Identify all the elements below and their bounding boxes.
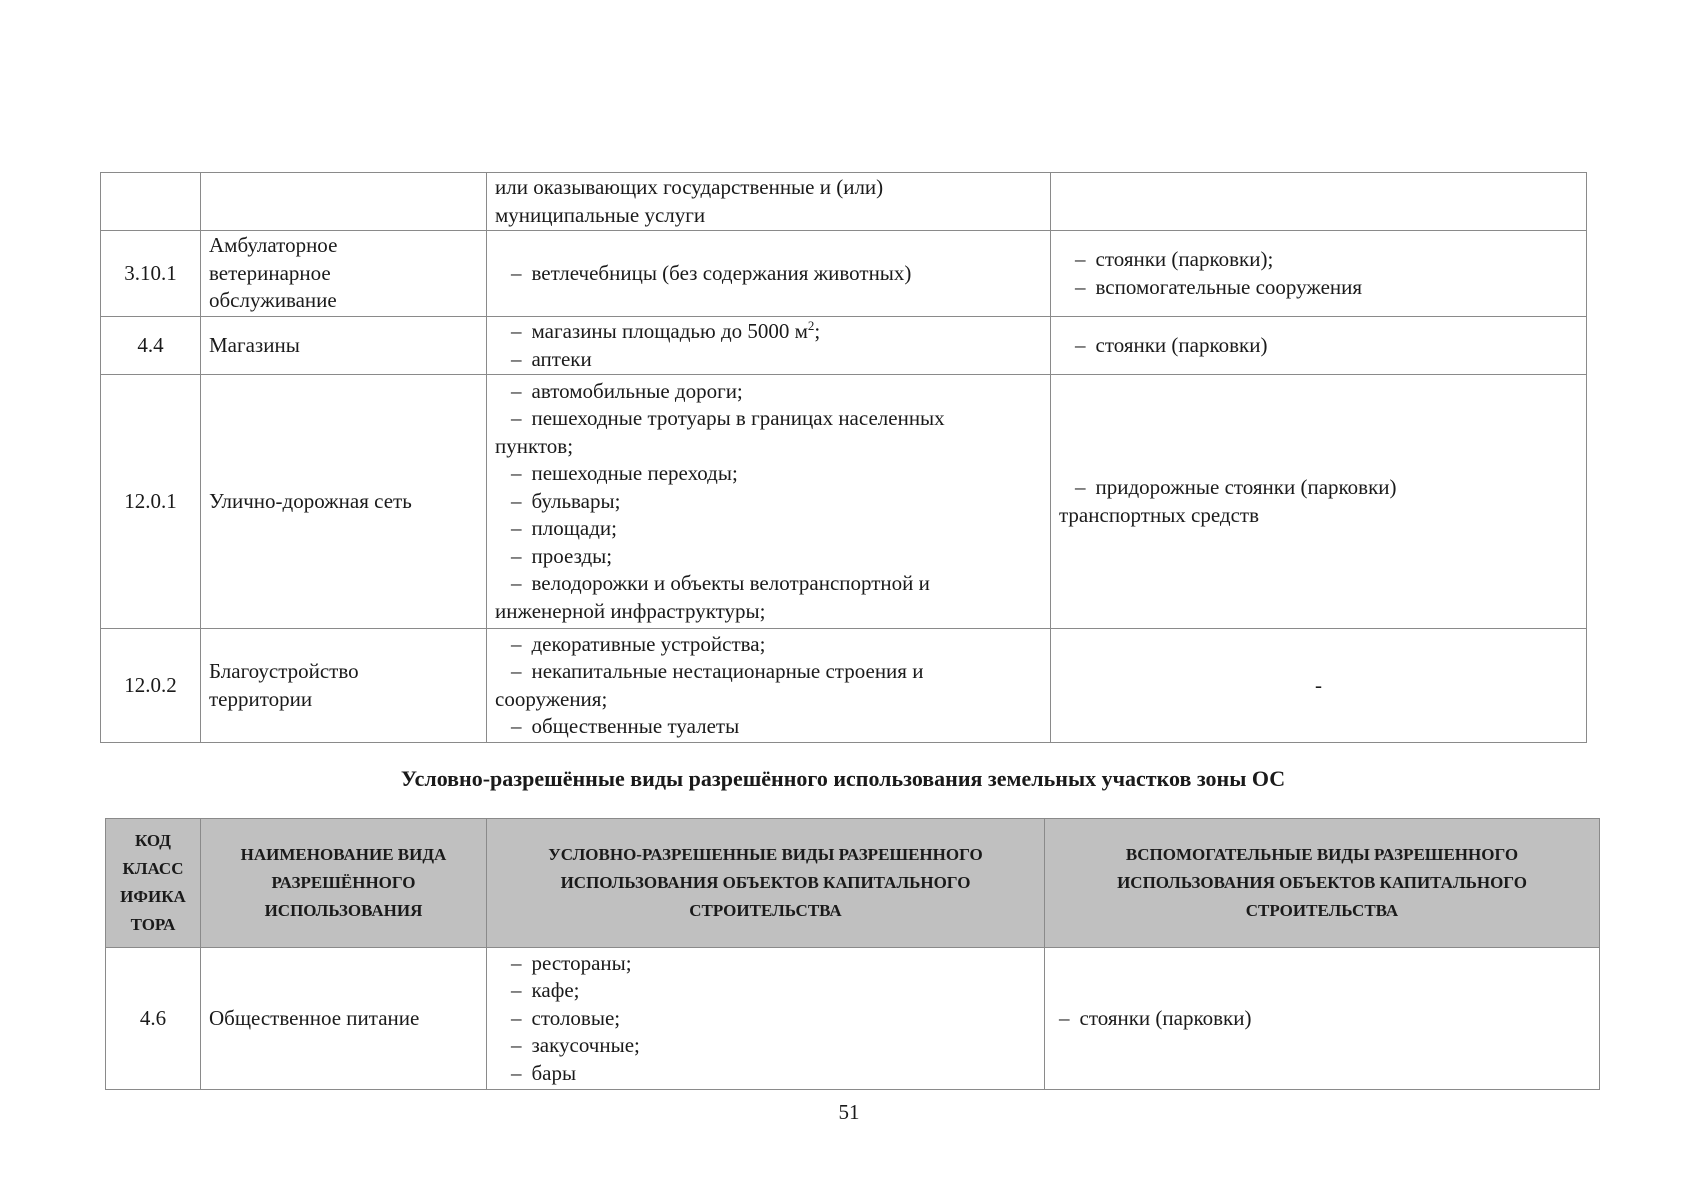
- page-number: 51: [838, 1100, 860, 1124]
- name-cell: Улично-дорожная сеть: [201, 375, 487, 629]
- list-item: – бары: [511, 1060, 577, 1085]
- list-item: – придорожные стоянки (парковки): [1075, 475, 1397, 499]
- aux-use-cell: [1051, 317, 1587, 375]
- main-use-cell: [487, 173, 1051, 231]
- name-cell: [201, 629, 487, 743]
- list-item: – закусочные;: [511, 1033, 640, 1058]
- section-heading: Условно-разрешённые виды разрешённого использования земельных участков зоны ОС: [400, 766, 1286, 791]
- code-cell: 4.6: [106, 948, 201, 1090]
- text-line: Амбулаторное: [209, 233, 338, 258]
- code-cell: 4.4: [101, 317, 201, 375]
- main-use-cell: [487, 317, 1051, 375]
- main-use-cell: [487, 375, 1051, 629]
- text-line: ветеринарное: [209, 260, 331, 285]
- header-main-uses: УСЛОВНО-РАЗРЕШЕННЫЕ ВИДЫ РАЗРЕШЕННОГО ИСПОЛЬЗОВАНИЯ ОБЪЕКТОВ КАПИТАЛЬНОГО СТРОИТЕЛЬСТВА: [487, 819, 1045, 948]
- main-use-cell: [487, 231, 1051, 317]
- list-item: – кафе;: [511, 978, 580, 1003]
- text-line: сооружения;: [495, 686, 608, 711]
- aux-use-cell: [1051, 231, 1587, 317]
- conditional-uses-table: [105, 818, 1600, 1090]
- list-item: – стоянки (парковки);: [1075, 247, 1274, 271]
- header-code: КОД КЛАСС ИФИКА ТОРА: [106, 819, 201, 948]
- list-item: – автомобильные дороги;: [511, 378, 743, 403]
- table-row: [101, 317, 1587, 375]
- table-row: [101, 173, 1587, 231]
- list-item: – велодорожки и объекты велотранспортной и: [511, 571, 930, 596]
- name-cell: [201, 231, 487, 317]
- permitted-uses-table: [100, 172, 1587, 743]
- aux-use-cell: [1051, 173, 1587, 231]
- aux-use-cell: -: [1051, 629, 1587, 743]
- list-item: – пешеходные переходы;: [511, 461, 738, 486]
- list-item: – декоративные устройства;: [511, 631, 766, 656]
- aux-use-cell: [1051, 375, 1587, 629]
- list-item: – столовые;: [511, 1005, 621, 1030]
- list-item: – стоянки (парковки): [1059, 1005, 1252, 1030]
- name-cell: [201, 173, 487, 231]
- list-item: – аптеки: [511, 346, 592, 371]
- table-row: [101, 375, 1587, 629]
- list-item: – стоянки (парковки): [1075, 332, 1268, 357]
- text-line: муниципальные услуги: [495, 202, 706, 227]
- main-use-cell: [487, 629, 1051, 743]
- header-aux-uses: ВСПОМОГАТЕЛЬНЫЕ ВИДЫ РАЗРЕШЕННОГО ИСПОЛЬЗОВАНИЯ ОБЪЕКТОВ КАПИТАЛЬНОГО СТРОИТЕЛЬСТВА: [1045, 819, 1600, 948]
- main-use-cell: [487, 948, 1045, 1090]
- aux-use-cell: [1045, 948, 1600, 1090]
- header-name: НАИМЕНОВАНИЕ ВИДА РАЗРЕШЁННОГО ИСПОЛЬЗОВАНИЯ: [201, 819, 487, 948]
- text-line: Благоустройство: [209, 659, 359, 683]
- list-item: – некапитальные нестационарные строения и: [511, 659, 924, 683]
- list-item: – ветлечебницы (без содержания животных): [511, 260, 912, 285]
- list-item: – площади;: [511, 516, 617, 541]
- code-cell: 12.0.2: [101, 629, 201, 743]
- list-item: – бульвары;: [511, 488, 621, 513]
- text-line: или оказывающих государственные и (или): [495, 175, 884, 199]
- list-item: – общественные туалеты: [511, 714, 740, 738]
- name-cell: Общественное питание: [201, 948, 487, 1090]
- list-item: – проезды;: [511, 543, 613, 568]
- text-line: территории: [209, 686, 313, 711]
- code-cell: 3.10.1: [101, 231, 201, 317]
- text-line: транспортных средств: [1059, 502, 1260, 527]
- table-row: [101, 231, 1587, 317]
- code-cell: [101, 173, 201, 231]
- name-cell: Магазины: [201, 317, 487, 375]
- list-item: – рестораны;: [511, 950, 632, 975]
- code-cell: 12.0.1: [101, 375, 201, 629]
- table-row: [101, 629, 1587, 743]
- table-header-row: [106, 819, 1600, 948]
- list-item: – вспомогательные сооружения: [1075, 274, 1363, 299]
- text-line: пунктов;: [495, 433, 574, 458]
- table-row: [106, 948, 1600, 1090]
- list-item: – магазины площадью до 5000 $м^2$;: [511, 318, 821, 343]
- text-line: обслуживание: [209, 288, 337, 313]
- text-line: инженерной инфраструктуры;: [495, 598, 766, 623]
- list-item: – пешеходные тротуары в границах населенных: [511, 406, 945, 431]
